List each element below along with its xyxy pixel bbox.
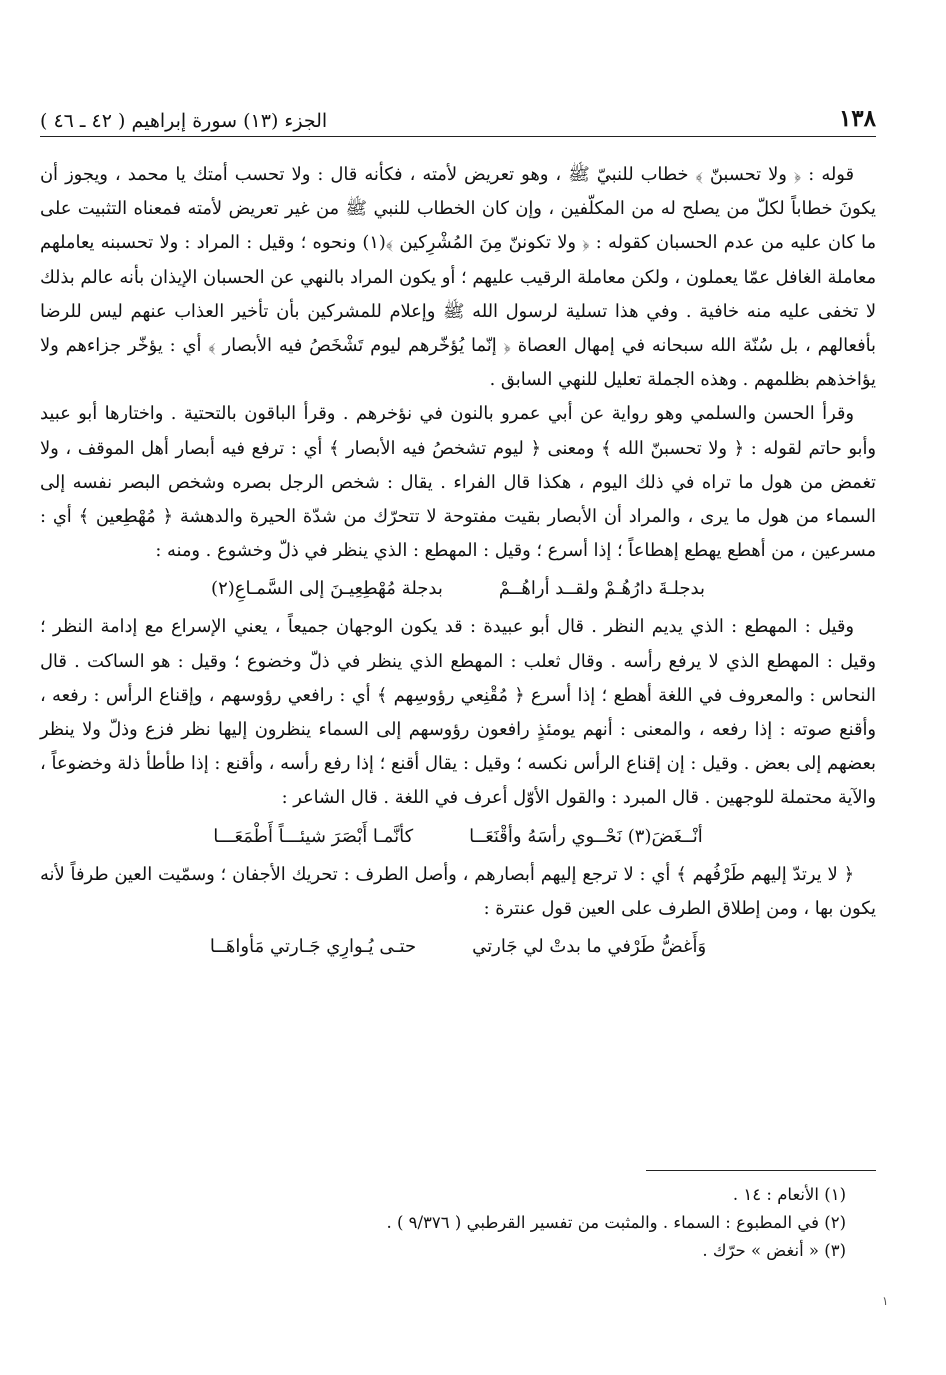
verse-1-second-hemistich: بدجلة مُهْطِعِيـنَ إلى السَّمـاعِ(٢) [211,578,443,600]
paragraph-1: قوله : ﴿ ولا تحسبنّ ﴾ خطاب للنبيّ ﷺ ، وهو تعريض لأمته ، فكأنه قال : ولا تحسب أمتك يا محمد ، ويجوز أن يكونَ خطاباً لكلّ من يصلح له من المكلّفين ، وإن كان الخطاب للنبي ﷺ من غير تعريض لأمته فمعناه التثبيت على ما كان عليه من عدم الحسبان كقوله : ﴿ ولا تكوننّ مِنَ المُشْرِكين ﴾(١) ونحوه ؛ وقيل : المراد : ولا تحسبنه يعاملهم معاملة الغافل عمّا يعملون ، ولكن معاملة الرقيب عليهم ؛ أو يكون المراد بالنهي عن الحسبان الإيذان بأنه عالم بذلك لا تخفى عليه منه خافية . وفي هذا تسلية لرسول الله ﷺ وإعلام للمشركين بأن تأخير العذاب عنهم ليس للرضا بأفعالهم ، بل سُنّة الله سبحانه في إمهال العصاة ﴿ إنّما يُؤخّرهم ليوم تَشْخَصُ فيه الأبصار ﴾ أي : يؤخّر جزاءهم ولا يؤاخذهم بظلمهم . وهذه الجملة تعليل للنهي السابق . [40,164,876,391]
main-text [40,158,876,968]
verse-3-first-hemistich: وَأَغضُّ طَرْفي ما بدتْ لي جَارتي [472,936,707,958]
page-header [40,96,876,137]
poetry-verse-1 [40,572,876,606]
paragraph-2: وقرأ الحسن والسلمي وهو رواية عن أبي عمرو بالنون في نؤخرهم . وقرأ الباقون بالتحتية . واختارها أبو عبيد وأبو حاتم لقوله : ﴿ ولا تحسبنّ الله ﴾ ومعنى ﴿ ليوم تشخصُ فيه الأبصار ﴾ أي : ترفع فيه أبصار أهل الموقف ، ولا تغمض من هول ما تراه في ذلك اليوم ، هكذا قال الفراء . يقال : شخص الرجل بصره وشخص البصر نفسه إلى السماء من هول ما يرى ، والمراد أن الأبصار بقيت مفتوحة لا تتحرّك من شدّة الحيرة والدهشة ﴿ مُهْطِعين ﴾ أي : مسرعين ، من أهطع يهطع إهطاعاً ؛ إذا أسرع ؛ وقيل : المهطع : الذي ينظر في ذلّ وخشوع . ومنه : [40,403,876,562]
footnote-2: (٢) في المطبوع : السماء . والمثبت من تفسير القرطبي ( ٩/٣٧٦ ) . [386,1213,846,1232]
footnote-1: (١) الأنعام : ١٤ . [732,1185,846,1204]
margin-mark: ١ [882,1294,889,1308]
footnote-separator [646,1170,876,1171]
poetry-verse-3 [40,930,876,964]
poetry-verse-2 [40,820,876,854]
verse-2-first-hemistich: أنْــغَضَ(٣) نَحْــوي رأسَهُ وأقْنَعَــا [469,825,703,847]
footnotes [40,1181,846,1265]
running-title: الجزء (١٣) سورة إبراهيم ( ٤٢ ـ ٤٦ ) [40,110,328,132]
paragraph-4: ﴿ لا يرتدّ إليهم طَرْفُهم ﴾ أي : لا ترجع إليهم أبصارهم ، وأصل الطرف : تحريك الأجفان ؛ وسمّيت العين طرفاً لأنه يكون بها ، ومن إطلاق الطرف على العين قول عنترة : [40,863,876,919]
verse-3-second-hemistich: حتـى يُـوارِي جَـارتي مَأواهَــا [209,936,417,958]
verse-1-first-hemistich: بدجلـةَ دارُهُـمْ ولقــد أراهُــمْ [498,578,705,600]
paragraph-3: وقيل : المهطع : الذي يديم النظر . قال أبو عبيدة : قد يكون الوجهان جميعاً ، يعني الإسراع مع إدامة النظر ؛ وقيل : المهطع الذي لا يرفع رأسه . وقال ثعلب : المهطع الذي ينظر في ذلّ وخضوع ؛ وقيل : هو الساكت . قال النحاس : والمعروف في اللغة أهطع ؛ إذا أسرع ﴿ مُقْنِعي رؤوسِهم ﴾ أي : رافعي رؤوسهم ، وإقناع الرأس : رفعه ، وأقنع صوته : إذا رفعه ، والمعنى : أنهم يومئذٍ رافعون رؤوسهم إلى السماء ينظرون إليها نظر فزع وذلّ ولا ينظر بعضهم إلى بعض . وقيل : إن إقناع الرأس نكسه ؛ وقيل : يقال أقنع ؛ إذا رفع رأسه ، وأقنع : إذا طأطأ ذلة وخضوعاً ، والآية محتملة للوجهين . قال المبرد : والقول الأوّل أعرف في اللغة . قال الشاعر : [40,616,876,809]
footnote-3: (٣) « أنغض » حرّك . [702,1241,846,1260]
page-number: ١٣٨ [838,105,876,132]
verse-2-second-hemistich: كأنَّمـا أَبْصَرَ شيئـــاً أَطْمَعَـــا [213,825,414,847]
